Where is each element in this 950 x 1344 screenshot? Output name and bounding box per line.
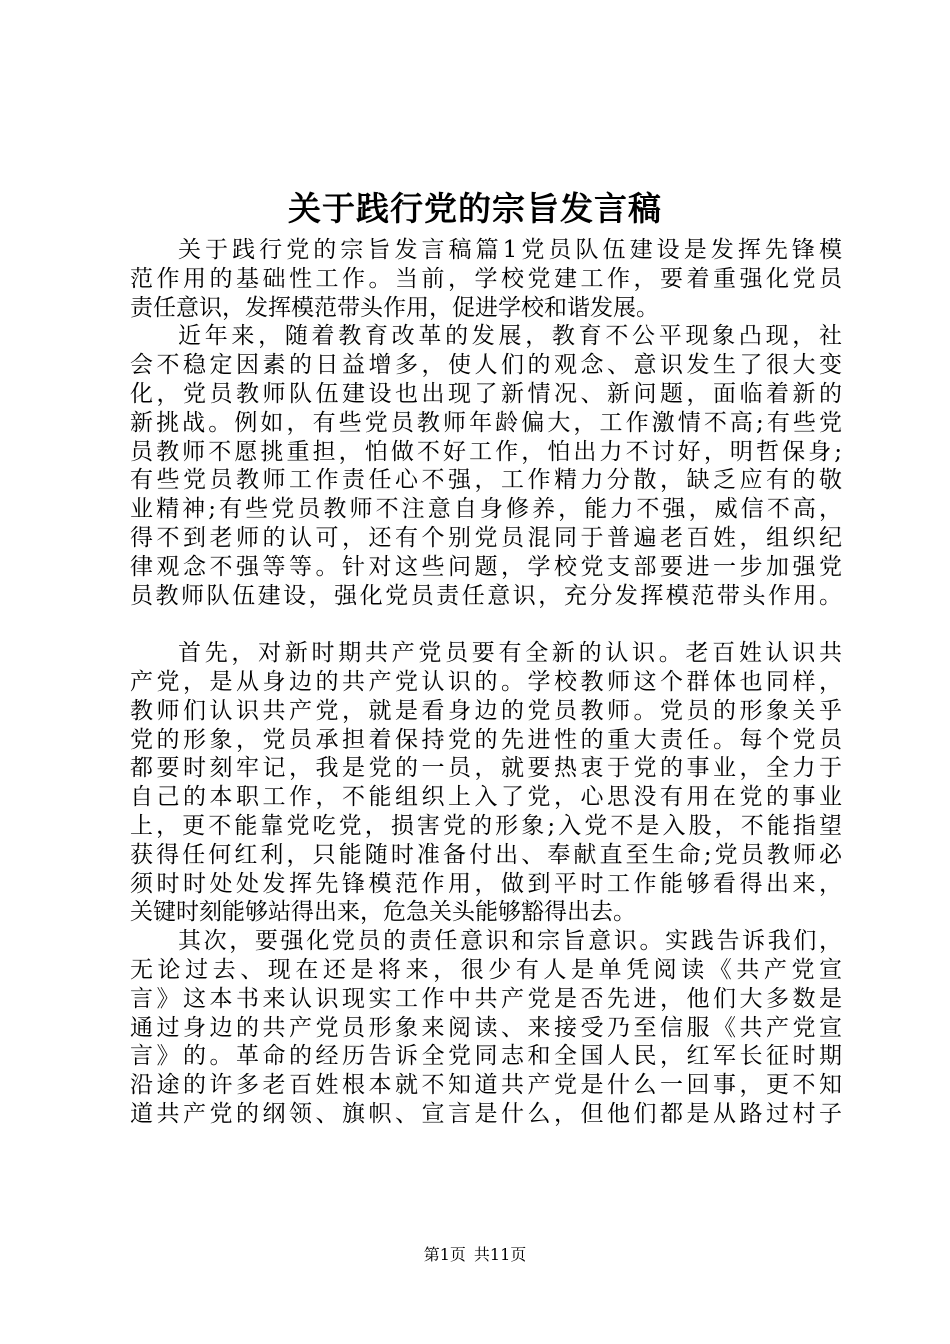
- paragraph-line: 会不稳定因素的日益增多，使人们的观念、意识发生了很大变: [130, 352, 842, 379]
- paragraph-line: 近年来，随着教育改革的发展，教育不公平现象凸现，社: [178, 323, 842, 350]
- paragraph-line: 首先，对新时期共产党员要有全新的认识。老百姓认识共: [178, 640, 842, 667]
- paragraph-line: 员教师队伍建设，强化党员责任意识，充分发挥模范带头作用。: [130, 582, 842, 609]
- page-total: 共11页: [473, 1245, 527, 1264]
- paragraph-line: 其次，要强化党员的责任意识和宗旨意识。实践告诉我们，: [178, 928, 842, 955]
- paragraph-line: 都要时刻牢记，我是党的一员，就要热衷于党的事业，全力于: [130, 755, 842, 782]
- paragraph-spacer: [130, 610, 842, 639]
- document-body: [130, 236, 842, 1129]
- document-title: 关于践行党的宗旨发言稿: [288, 189, 662, 228]
- paragraph-line: 自己的本职工作，不能组织上入了党，心思没有用在党的事业: [130, 784, 842, 811]
- paragraph-line: 范作用的基础性工作。当前，学校党建工作，要着重强化党员: [130, 265, 842, 292]
- paragraph-line: 产党，是从身边的共产党认识的。学校教师这个群体也同样，: [130, 668, 842, 695]
- paragraph-1: [130, 236, 842, 322]
- paragraph-line: 言》这本书来认识现实工作中共产党是否先进，他们大多数是: [130, 985, 842, 1012]
- paragraph-line: 业精神;有些党员教师不注意自身修养，能力不强，威信不高，: [130, 496, 842, 523]
- paragraph-4: [130, 927, 842, 1129]
- paragraph-line: 通过身边的共产党员形象来阅读、来接受乃至信服《共产党宣: [130, 1014, 842, 1041]
- paragraph-line: 获得任何红利，只能随时准备付出、奉献直至生命;党员教师必: [130, 841, 842, 868]
- paragraph-line: 责任意识，发挥模范带头作用，促进学校和谐发展。: [130, 294, 659, 321]
- paragraph-line: 道共产党的纲领、旗帜、宣言是什么，但他们都是从路过村子: [130, 1100, 842, 1127]
- paragraph-line: 员教师不愿挑重担，怕做不好工作，怕出力不讨好，明哲保身;: [130, 438, 842, 465]
- paragraph-line: 无论过去、现在还是将来，很少有人是单凭阅读《共产党宣: [130, 956, 842, 983]
- paragraph-line: 化，党员教师队伍建设也出现了新情况、新问题，面临着新的: [130, 380, 842, 407]
- paragraph-line: 教师们认识共产党，就是看身边的党员教师。党员的形象关乎: [130, 697, 842, 724]
- paragraph-line: 新挑战。例如，有些党员教师年龄偏大，工作激情不高;有些党: [130, 409, 842, 436]
- paragraph-line: 上，更不能靠党吃党，损害党的形象;入党不是入股，不能指望: [130, 812, 842, 839]
- paragraph-line: 须时时处处发挥先锋模范作用，做到平时工作能够看得出来，: [130, 870, 842, 897]
- paragraph-line: 沿途的许多老百姓根本就不知道共产党是什么一回事，更不知: [130, 1072, 842, 1099]
- paragraph-2: [130, 322, 842, 610]
- page-number: 第1页: [423, 1245, 466, 1264]
- paragraph-line: 言》的。革命的经历告诉全党同志和全国人民，红军长征时期: [130, 1043, 842, 1070]
- paragraph-line: 关于践行党的宗旨发言稿篇1党员队伍建设是发挥先锋模: [178, 237, 842, 263]
- paragraph-line: 关键时刻能够站得出来，危急关头能够豁得出去。: [130, 899, 636, 926]
- paragraph-line: 党的形象，党员承担着保持党的先进性的重大责任。每个党员: [130, 726, 842, 753]
- paragraph-3: [130, 639, 842, 927]
- paragraph-line: 有些党员教师工作责任心不强，工作精力分散，缺乏应有的敬: [130, 467, 842, 494]
- paragraph-line: 律观念不强等等。针对这些问题，学校党支部要进一步加强党: [130, 553, 842, 580]
- page-footer: [0, 1243, 950, 1267]
- paragraph-line: 得不到老师的认可，还有个别党员混同于普遍老百姓，组织纪: [130, 524, 842, 551]
